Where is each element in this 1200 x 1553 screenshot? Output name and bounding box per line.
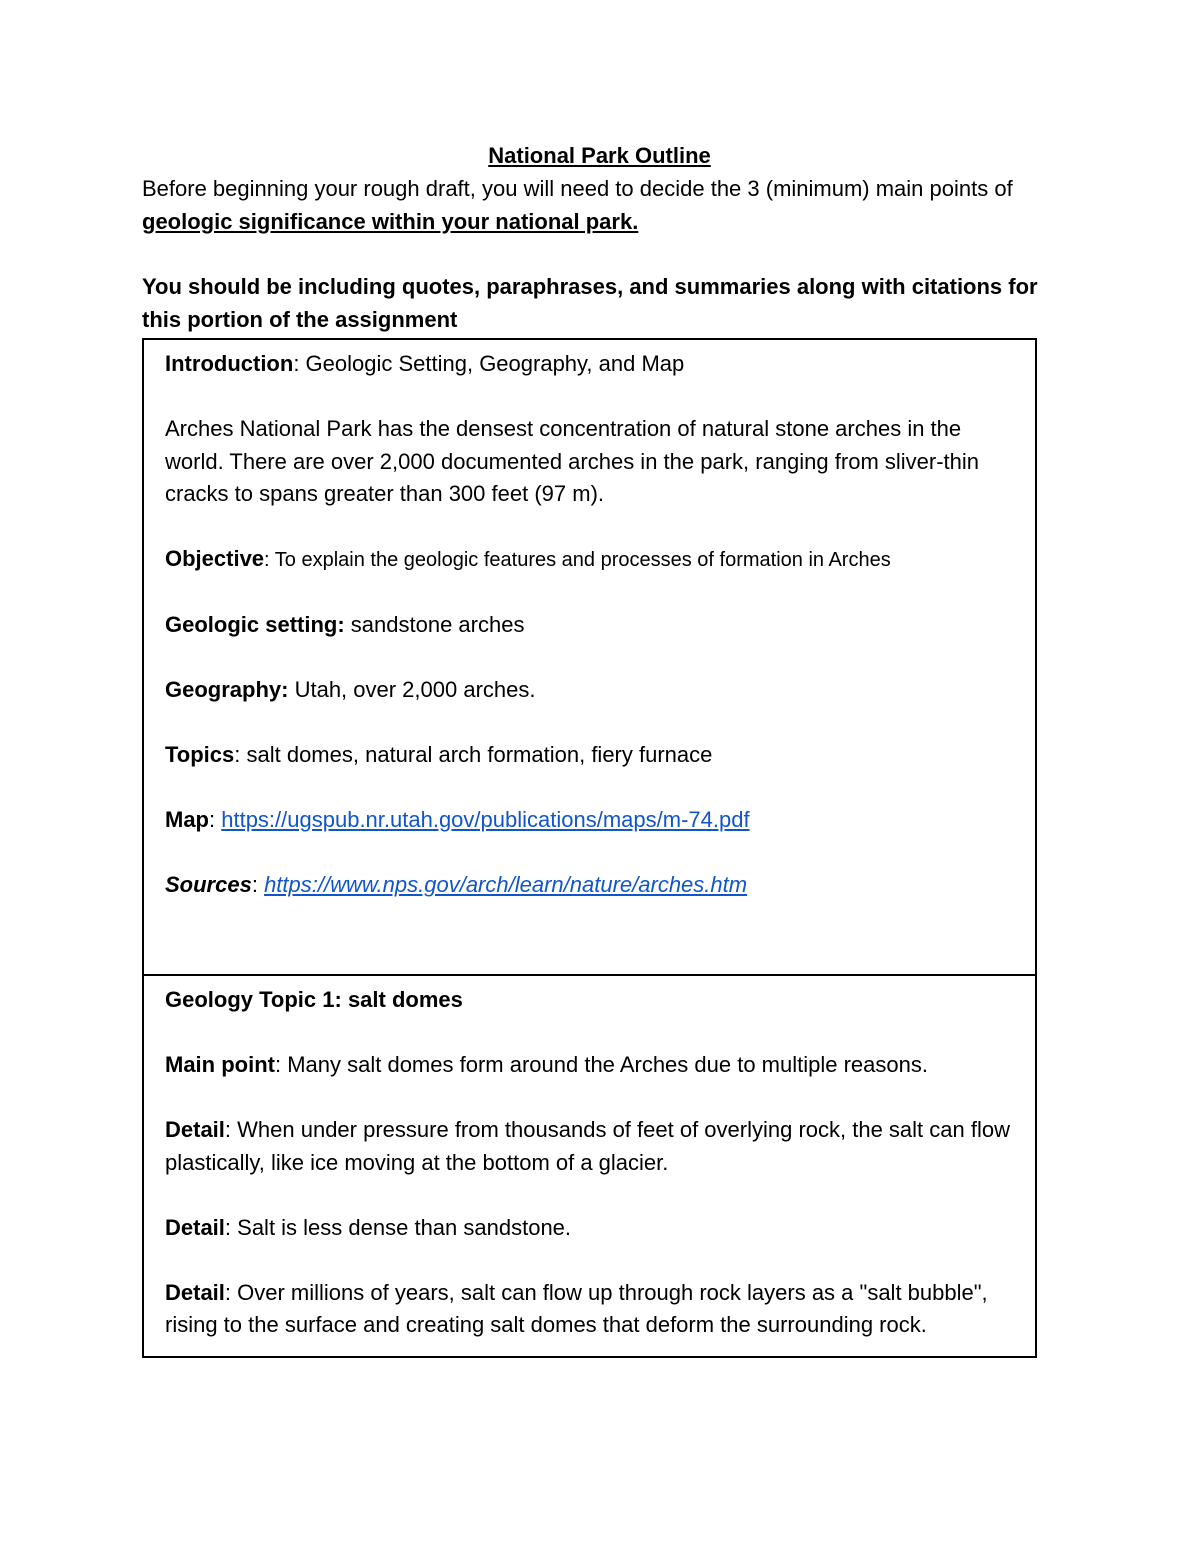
introduction-paragraph: Arches National Park has the densest concentration of natural stone arches in the world. There are over 2,000 documented arches in the park, ranging from sliver-thin cracks to spans greater than 300 feet (97 m). [165,416,980,506]
instruction-text: You should be including quotes, paraphrases, and summaries along with citations for this portion of the assignment [142,274,1038,332]
main-point-text: : Many salt domes form around the Arches due to multiple reasons. [274,1052,928,1077]
sources-label: Sources [165,872,252,897]
geography-line [165,674,1015,707]
map-line [165,804,1015,837]
detail-label: Detail [165,1117,225,1142]
sources-link[interactable]: https://www.nps.gov/arch/learn/nature/arches.htm [264,872,748,897]
detail-label: Detail [165,1214,225,1240]
geologic-setting-line [165,609,1015,642]
detail-text: : Over millions of years, salt can flow up through rock layers as a "salt bubble", rising to the surface and creating salt domes that deform the surrounding rock. [165,1279,988,1337]
detail-label: Detail [165,1279,225,1305]
map-separator: : [209,807,222,832]
topics-text: : salt domes, natural arch formation, fiery furnace [234,742,713,767]
geography-label: Geography: [165,677,289,702]
topics-line [165,739,1015,772]
detail-line [165,1277,1015,1342]
introduction-heading-rest: : Geologic Setting, Geography, and Map [293,351,685,376]
intro-paragraph [142,172,1062,238]
page-title: National Park Outline [488,143,711,168]
detail-line [165,1212,1015,1245]
geography-text: Utah, over 2,000 arches. [288,677,536,702]
introduction-cell [143,339,1036,975]
outline-table [142,338,1037,1358]
topic1-cell [143,975,1036,1357]
topic1-heading: Geology Topic 1: salt domes [165,987,463,1012]
detail-line [165,1114,1015,1179]
objective-text: : To explain the geologic features and processes of formation in Arches [264,549,891,571]
main-point-label: Main point [165,1052,275,1077]
sources-separator: : [251,872,265,897]
geologic-setting-label: Geologic setting: [165,612,345,637]
intro-emphasis: geologic significance within your national park. [142,209,639,234]
geologic-setting-text: sandstone arches [344,612,525,637]
map-label: Map [165,807,209,832]
sources-line [165,869,1015,902]
main-point-line [165,1049,1015,1082]
detail-text: : Salt is less dense than sandstone. [224,1214,572,1240]
table-row [143,339,1036,975]
objective-line [165,543,1015,577]
document-page [142,140,1062,1358]
topics-label: Topics [165,742,235,767]
introduction-label: Introduction [165,351,294,376]
map-link[interactable]: https://ugspub.nr.utah.gov/publications/maps/m-74.pdf [221,807,750,832]
intro-text: Before beginning your rough draft, you will need to decide the 3 (minimum) main points of [142,176,1013,201]
objective-label: Objective [165,546,265,571]
table-row [143,975,1036,1357]
introduction-heading [165,348,1015,381]
detail-text: : When under pressure from thousands of feet of overlying rock, the salt can flow plastically, like ice moving at the bottom of a glacier. [165,1117,1010,1175]
